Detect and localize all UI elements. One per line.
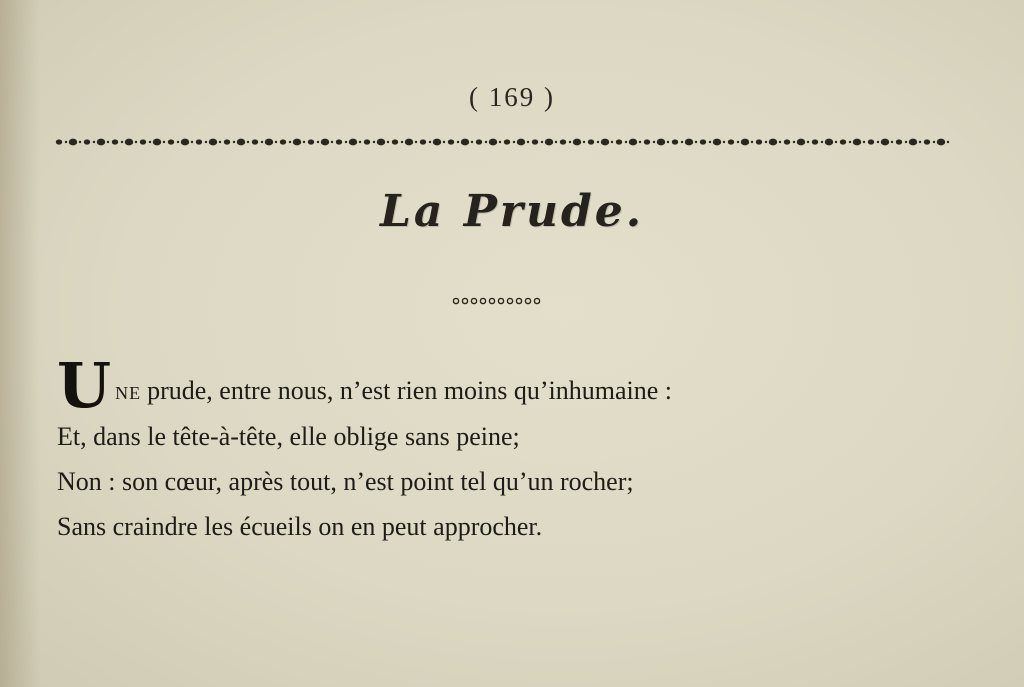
poem-title: La Prude.	[379, 186, 645, 237]
poem-line-text: prude, entre nous, n’est rien moins qu’inhumaine :	[147, 376, 673, 405]
title-ornament	[450, 296, 550, 306]
ornamental-rule	[55, 134, 957, 150]
poem-line: Sans craindre les écueils on en peut approcher.	[57, 512, 543, 541]
page-number: ( 169 )	[469, 82, 555, 112]
poem-line: Et, dans le tête-à-tête, elle oblige sans peine;	[57, 422, 520, 451]
poem-line	[57, 349, 957, 422]
poem-stanza	[57, 349, 957, 549]
small-caps-word: ne	[115, 376, 142, 405]
poem-line: Non : son cœur, après tout, n’est point tel qu’un rocher;	[57, 467, 634, 496]
drop-cap: U	[57, 349, 112, 422]
